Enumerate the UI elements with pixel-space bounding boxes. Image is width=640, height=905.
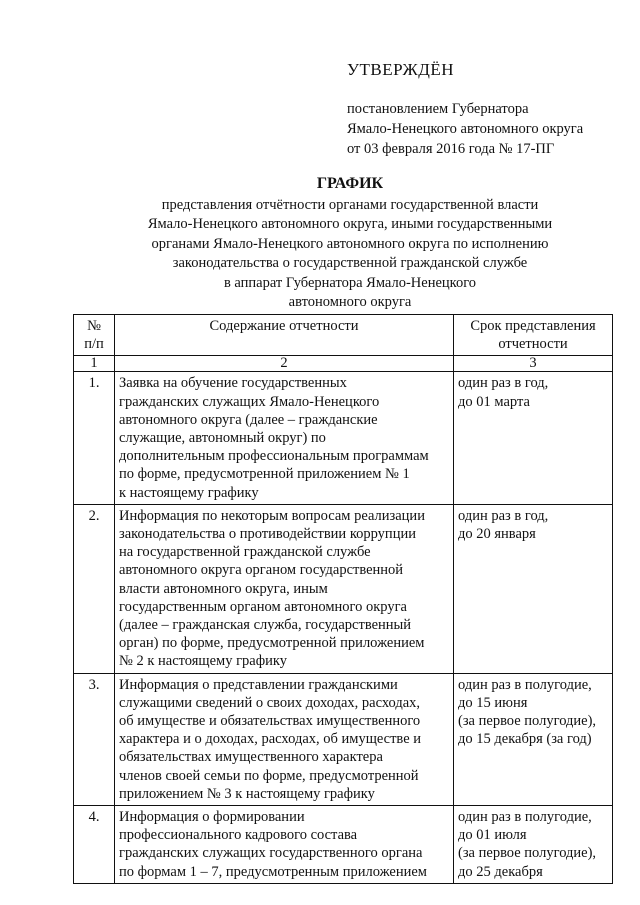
approval-title: УТВЕРЖДЁН bbox=[347, 60, 454, 79]
column-number: 3 bbox=[454, 356, 613, 372]
table-row bbox=[74, 372, 613, 504]
approval-line: от 03 февраля 2016 года № 17-ПГ bbox=[347, 141, 555, 157]
row-term: один раз в год, до 01 марта bbox=[454, 372, 613, 504]
header-term: Срок представления отчетности bbox=[454, 315, 613, 356]
row-content: Информация о формировании профессионального кадрового состава гражданских служащих государственного органа по формам 1 – 7, предусмотренным приложением bbox=[115, 806, 454, 884]
table-row bbox=[74, 806, 613, 884]
row-term: один раз в год, до 20 января bbox=[454, 504, 613, 673]
header-content: Содержание отчетности bbox=[115, 315, 454, 356]
row-content: Информация о представлении гражданскими служащими сведений о своих доходах, расходах, об имуществе и обязательствах имущественного характера и о доходах, расходах, об имуществе и обязательствах имущественного характера членов своей семьи по форме, предусмотренной приложением № 3 к настоящему графику bbox=[115, 673, 454, 805]
subtitle-line: законодательства о государственной гражданской службе bbox=[172, 255, 528, 272]
subtitle-line: органами Ямало-Ненецкого автономного округа по исполнению bbox=[151, 235, 549, 252]
row-content: Заявка на обучение государственных гражданских служащих Ямало-Ненецкого автономного округа (далее – гражданские служащие, автономный округ) по дополнительным профессиональным программам по форме, предусмотренной приложением № 1 к настоящему графику bbox=[115, 372, 454, 504]
approval-line: Ямало-Ненецкого автономного округа bbox=[347, 121, 584, 137]
column-number: 1 bbox=[74, 356, 115, 372]
approval-block bbox=[347, 60, 627, 159]
table-header-row bbox=[74, 315, 613, 356]
subtitle-line: представления отчётности органами государственной власти bbox=[161, 197, 539, 213]
row-number: 3. bbox=[74, 673, 115, 805]
approval-line: постановлением Губернатора bbox=[347, 101, 529, 117]
row-content: Информация по некоторым вопросам реализации законодательства о противодействии коррупции на государственной гражданской службе автономного округа органом государственной власти автономного округа, иным государственным органом автономного округа (далее – гражданская служба, государственный орган) по форме, предусмотренной приложением № 2 к настоящему графику bbox=[115, 504, 454, 673]
column-number: 2 bbox=[115, 356, 454, 372]
row-term: один раз в полугодие, до 15 июня (за первое полугодие), до 15 декабря (за год) bbox=[454, 673, 613, 805]
row-term: один раз в полугодие, до 01 июля (за первое полугодие), до 25 декабря bbox=[454, 806, 613, 884]
subtitle-line: автономного округа bbox=[288, 294, 412, 311]
row-number: 4. bbox=[74, 806, 115, 884]
subtitle-line: в аппарат Губернатора Ямало-Ненецкого bbox=[223, 274, 477, 291]
row-number: 2. bbox=[74, 504, 115, 673]
subtitle-line: Ямало-Ненецкого автономного округа, иными государственными bbox=[147, 216, 553, 233]
document-title: ГРАФИК bbox=[316, 175, 384, 192]
row-number: 1. bbox=[74, 372, 115, 504]
table-row bbox=[74, 673, 613, 805]
header-num: № п/п bbox=[74, 315, 115, 356]
table-row bbox=[74, 504, 613, 673]
column-number-row bbox=[74, 356, 613, 372]
schedule-table bbox=[73, 314, 613, 884]
document-heading bbox=[90, 174, 610, 312]
